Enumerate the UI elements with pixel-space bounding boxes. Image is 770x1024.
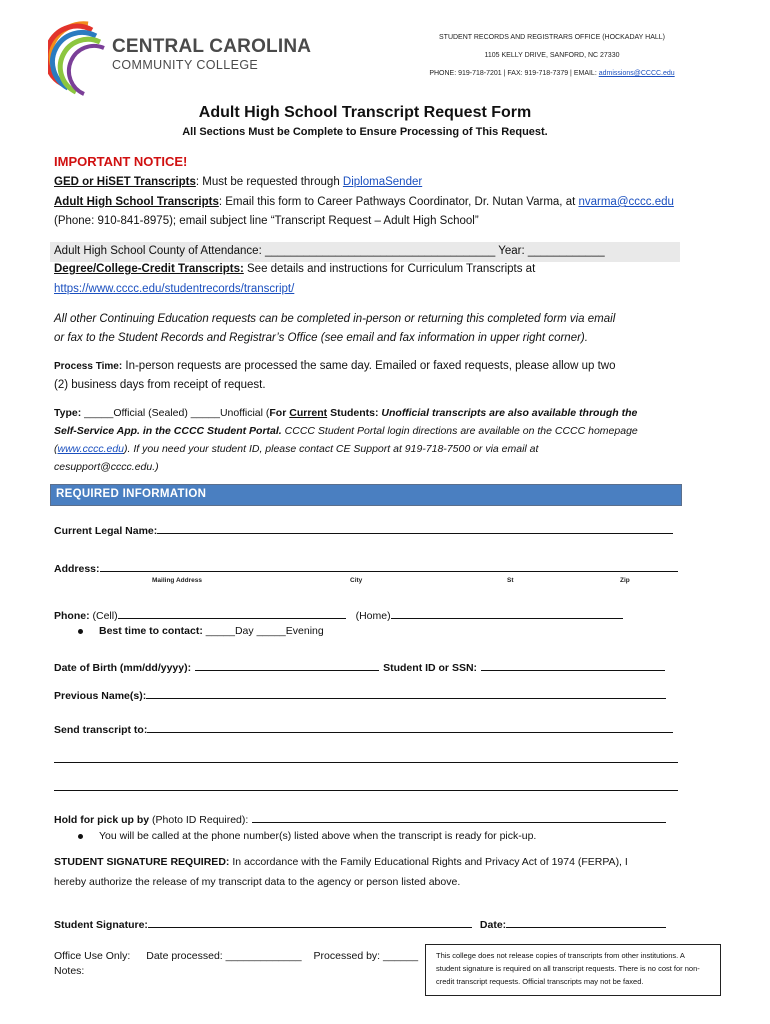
college-logo-icon: [48, 18, 110, 98]
hold-field[interactable]: [252, 811, 666, 823]
diplomasender-link[interactable]: DiplomaSender: [342, 176, 423, 188]
dob-field[interactable]: [195, 659, 379, 671]
type-line-2: [54, 422, 684, 440]
best-time-row: [78, 625, 324, 637]
current-word: Current: [289, 407, 328, 419]
day-option[interactable]: _____Day: [202, 625, 254, 637]
office-use-label: Office Use Only:: [54, 950, 131, 962]
date-label: Date:: [479, 919, 507, 931]
phone-label: Phone:: [54, 610, 90, 622]
degree-link-line: [54, 283, 294, 295]
type-line-4: cesupport@cccc.edu.): [54, 461, 159, 473]
nvarma-email-link[interactable]: nvarma@cccc.edu: [578, 196, 674, 208]
degree-line: [54, 263, 535, 275]
send-to-line-3[interactable]: [54, 790, 678, 791]
bullet-icon: [78, 834, 83, 839]
office-contact-text: PHONE: 919-718-7201 | FAX: 919-718-7379 | EMAIL:: [429, 70, 599, 77]
address-field[interactable]: [100, 560, 678, 572]
dob-row: [54, 659, 665, 674]
signature-consent: [54, 852, 684, 892]
signature-required-label: STUDENT SIGNATURE REQUIRED:: [54, 856, 230, 868]
ged-line: [54, 176, 422, 188]
prev-names-row: [54, 687, 666, 702]
processed-by-field[interactable]: Processed by: ______: [313, 950, 419, 962]
send-to-field[interactable]: [147, 721, 673, 733]
mailing-address-caption: Mailing Address: [152, 577, 202, 584]
ahs-line-2: (Phone: 910-841-8975); email subject line “Transcript Request – Adult High School”: [54, 215, 479, 227]
required-info-bar: [50, 484, 682, 506]
continuing-ed-line-1: All other Continuing Education requests can be completed in-person or returning this completed form via email: [54, 313, 616, 325]
bullet-icon: [78, 629, 83, 634]
required-info-heading: REQUIRED INFORMATION: [56, 488, 207, 500]
ce-support-text: ). If you need your student ID, please contact CE Support at 919-718-7500 or via email at: [124, 443, 539, 455]
type-line-1: [54, 404, 684, 422]
date-processed-field[interactable]: Date processed: _____________: [146, 950, 302, 962]
unofficial-note: Unofficial transcripts are also available through the: [378, 407, 638, 419]
admissions-email-link[interactable]: admissions@CCCC.edu: [598, 70, 675, 77]
logo-college-name: CENTRAL CAROLINA: [112, 36, 312, 57]
evening-option[interactable]: _____Evening: [253, 625, 324, 637]
degree-text: See details and instructions for Curriculum Transcripts at: [243, 263, 536, 275]
transcript-type: [54, 404, 684, 476]
cell-phone-field[interactable]: [118, 607, 346, 619]
notes-label: Notes:: [54, 965, 85, 977]
process-time: [54, 357, 684, 395]
home-phone-field[interactable]: [391, 607, 623, 619]
transcript-info-link[interactable]: https://www.cccc.edu/studentrecords/transcript/: [54, 283, 295, 295]
form-subtitle: All Sections Must be Complete to Ensure Processing of This Request.: [182, 126, 548, 138]
ahs-text: : Email this form to Career Pathways Coordinator, Dr. Nutan Varma, at: [218, 196, 579, 208]
pickup-bullet-row: [78, 830, 536, 842]
signature-row: [54, 916, 666, 931]
policy-note-box: This college does not release copies of transcripts from other institutions. A student signature is required on all transcript requests. There is no cost for non-credit transcript requests. Official transcripts may not be faxed.: [425, 944, 721, 996]
process-time-line-2: (2) business days from receipt of request.: [54, 379, 266, 391]
ahs-line: [54, 196, 674, 208]
county-line: [54, 245, 605, 257]
zip-caption: Zip: [620, 577, 630, 584]
students-word: Students:: [327, 407, 379, 419]
logo-college-type: COMMUNITY COLLEGE: [112, 58, 259, 72]
for-prefix: For: [269, 407, 290, 419]
date-field[interactable]: [506, 916, 666, 928]
legal-name-field[interactable]: [157, 522, 673, 534]
prev-names-field[interactable]: [146, 687, 666, 699]
signature-label: Student Signature:: [54, 919, 148, 931]
consent-line-2: hereby authorize the release of my transcript data to the agency or person listed above.: [54, 876, 461, 888]
office-use-row: [54, 950, 418, 962]
official-option[interactable]: _____Official (Sealed): [81, 407, 191, 419]
student-id-label: Student ID or SSN:: [383, 662, 478, 674]
ged-text: : Must be requested through: [195, 176, 343, 188]
signature-field[interactable]: [148, 916, 472, 928]
county-label: Adult High School County of Attendance:: [54, 245, 265, 257]
continuing-ed-line-2: or fax to the Student Records and Registrar’s Office (see email and fax information in upper right corner).: [54, 332, 588, 344]
ahs-label: Adult High School Transcripts: [54, 196, 219, 208]
address-label: Address:: [54, 563, 100, 575]
legal-name-row: [54, 522, 673, 537]
type-label: Type:: [54, 407, 82, 419]
process-time-line-1: [54, 357, 684, 376]
student-id-field[interactable]: [481, 659, 665, 671]
send-to-label: Send transcript to:: [54, 724, 148, 736]
hold-label: Hold for pick up by: [54, 814, 150, 826]
form-title: Adult High School Transcript Request Form: [198, 104, 532, 121]
portal-directions: CCCC Student Portal login directions are available on the CCCC homepage: [281, 425, 638, 437]
cell-label: (Cell): [89, 610, 118, 622]
send-to-row: [54, 721, 673, 736]
process-time-label: Process Time:: [54, 361, 123, 372]
hold-note: (Photo ID Required):: [149, 814, 249, 826]
city-caption: City: [350, 577, 363, 584]
office-name: STUDENT RECORDS AND REGISTRARS OFFICE (HOCKADAY HALL): [439, 34, 665, 41]
pickup-bullet-text: You will be called at the phone number(s) listed above when the transcript is ready for pick-up.: [99, 830, 537, 842]
hold-row: [54, 811, 666, 826]
county-field[interactable]: ____________________________________: [264, 245, 496, 257]
office-address: 1105 KELLY DRIVE, SANFORD, NC 27330: [484, 52, 620, 59]
continuing-ed-note: [54, 310, 684, 348]
cccc-homepage-link[interactable]: www.cccc.edu: [57, 443, 125, 455]
home-label: (Home): [355, 610, 391, 622]
address-row: [54, 560, 678, 575]
ged-label: GED or HiSET Transcripts: [54, 176, 196, 188]
year-label: Year:: [495, 245, 528, 257]
prev-names-label: Previous Name(s):: [54, 690, 147, 702]
state-caption: St: [507, 577, 514, 584]
unofficial-option[interactable]: _____Unofficial (: [190, 407, 270, 419]
consent-line-1: [54, 852, 684, 872]
best-time-label: Best time to contact:: [99, 625, 203, 637]
degree-label: Degree/College-Credit Transcripts:: [54, 263, 244, 275]
important-notice-heading: IMPORTANT NOTICE!: [54, 154, 188, 169]
dob-label: Date of Birth (mm/dd/yyyy):: [54, 662, 192, 674]
send-to-line-2[interactable]: [54, 762, 678, 763]
year-field[interactable]: ____________: [527, 245, 605, 257]
office-contact: [392, 70, 712, 77]
process-time-text: In-person requests are processed the same day. Emailed or faxed requests, please allow up two: [122, 360, 616, 372]
self-service-note: Self-Service App. in the CCCC Student Portal.: [54, 425, 282, 437]
legal-name-label: Current Legal Name:: [54, 525, 158, 537]
type-line-3: [54, 440, 684, 458]
phone-row: [54, 607, 623, 622]
paren-open: (: [54, 443, 58, 455]
signature-required-text: In accordance with the Family Educational Rights and Privacy Act of 1974 (FERPA), I: [229, 856, 628, 868]
